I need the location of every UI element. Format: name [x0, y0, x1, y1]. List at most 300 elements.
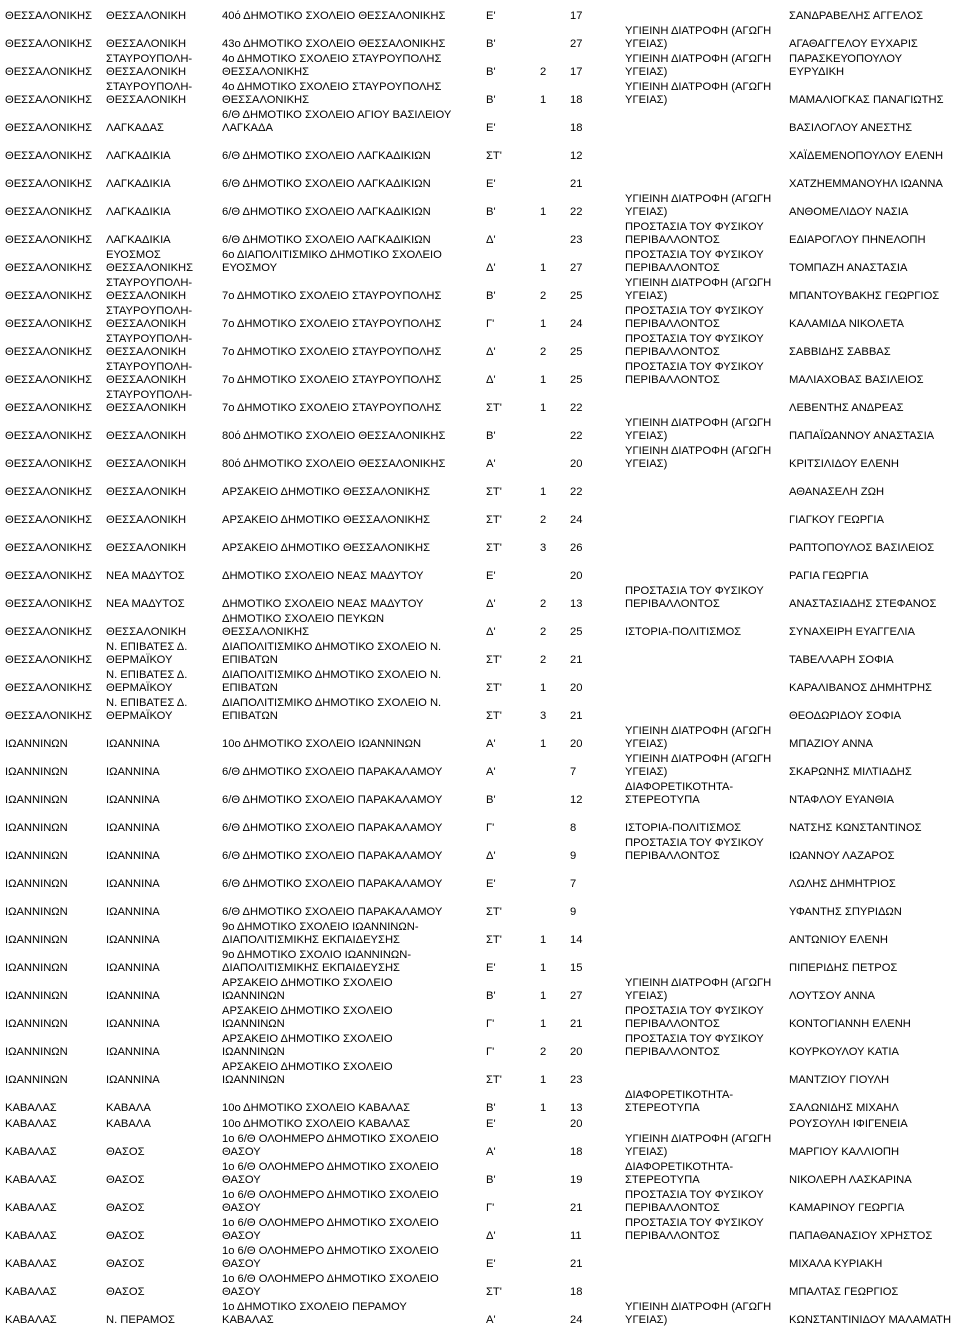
city-cell: ΘΕΣΣΑΛΟΝΙΚΗ: [106, 626, 187, 639]
class-cell: Α': [486, 1146, 496, 1159]
city-cell: ΣΤΑΥΡΟΥΠΟΛΗ- ΘΕΣΣΑΛΟΝΙΚΗ: [106, 52, 193, 79]
section-cell: 1: [540, 738, 547, 751]
school-cell: 80ό ΔΗΜΟΤΙΚΟ ΣΧΟΛΕΙΟ ΘΕΣΣΑΛΟΝΙΚΗΣ: [222, 430, 446, 443]
class-cell: Γ': [486, 318, 495, 331]
class-cell: Β': [486, 38, 496, 51]
table-row: [0, 782, 960, 810]
class-cell: Β': [486, 206, 496, 219]
section-cell: 1: [540, 374, 547, 387]
topic-cell: ΠΡΟΣΤΑΣΙΑ ΤΟΥ ΦΥΣΙΚΟΥ ΠΕΡΙΒΑΛΛΟΝΤΟΣ: [625, 1004, 764, 1031]
section-cell: 2: [540, 514, 547, 527]
teacher-cell: ΜΠΑΝΤΟΥΒΑΚΗΣ ΓΕΩΡΓΙΟΣ: [789, 290, 940, 303]
city-cell: ΝΕΑ ΜΑΔΥΤΟΣ: [106, 570, 185, 583]
students-cell: 21: [570, 1018, 583, 1031]
city-cell: ΘΕΣΣΑΛΟΝΙΚΗ: [106, 458, 187, 471]
class-cell: Β': [486, 794, 496, 807]
school-cell: ΑΡΣΑΚΕΙΟ ΔΗΜΟΤΙΚΟ ΣΧΟΛΕΙΟ ΙΩΑΝΝΙΝΩΝ: [222, 1004, 393, 1031]
school-cell: 6/Θ ΔΗΜΟΤΙΚΟ ΣΧΟΛΕΙΟ ΛΑΓΚΑΔΙΚΙΩΝ: [222, 234, 431, 247]
city-cell: ΙΩΑΝΝΙΝΑ: [106, 962, 160, 975]
teacher-cell: ΚΟΥΡΚΟΥΛΟΥ ΚΑΤΙΑ: [789, 1046, 899, 1059]
prefecture-cell: ΘΕΣΣΑΛΟΝΙΚΗΣ: [5, 206, 93, 219]
students-cell: 18: [570, 1146, 583, 1159]
teacher-cell: ΣΚΑΡΩΝΗΣ ΜΙΛΤΙΑΔΗΣ: [789, 766, 912, 779]
topic-cell: ΥΓΙΕΙΝΗ ΔΙΑΤΡΟΦΗ (ΑΓΩΓΗ ΥΓΕΙΑΣ): [625, 444, 772, 471]
city-cell: ΣΤΑΥΡΟΥΠΟΛΗ- ΘΕΣΣΑΛΟΝΙΚΗ: [106, 388, 193, 415]
teacher-cell: ΛΟΥΤΣΟΥ ΑΝΝΑ: [789, 990, 875, 1003]
topic-cell: ΠΡΟΣΤΑΣΙΑ ΤΟΥ ΦΥΣΙΚΟΥ ΠΕΡΙΒΑΛΛΟΝΤΟΣ: [625, 1188, 764, 1215]
class-cell: Γ': [486, 1046, 495, 1059]
topic-cell: ΥΓΙΕΙΝΗ ΔΙΑΤΡΟΦΗ (ΑΓΩΓΗ ΥΓΕΙΑΣ): [625, 24, 772, 51]
class-cell: ΣΤ': [486, 1286, 502, 1299]
topic-cell: ΠΡΟΣΤΑΣΙΑ ΤΟΥ ΦΥΣΙΚΟΥ ΠΕΡΙΒΑΛΛΟΝΤΟΣ: [625, 248, 764, 275]
class-cell: Γ': [486, 1202, 495, 1215]
table-row: [0, 1218, 960, 1246]
school-cell: ΔΗΜΟΤΙΚΟ ΣΧΟΛΕΙΟ ΝΕΑΣ ΜΑΔΥΤΟΥ: [222, 570, 424, 583]
prefecture-cell: ΙΩΑΝΝΙΝΩΝ: [5, 878, 68, 891]
section-cell: 2: [540, 66, 547, 79]
topic-cell: ΔΙΑΦΟΡΕΤΙΚΟΤΗΤΑ- ΣΤΕΡΕΟΤΥΠΑ: [625, 1088, 734, 1115]
prefecture-cell: ΚΑΒΑΛΑΣ: [5, 1202, 57, 1215]
class-cell: ΣΤ': [486, 542, 502, 555]
school-cell: 40ό ΔΗΜΟΤΙΚΟ ΣΧΟΛΕΙΟ ΘΕΣΣΑΛΟΝΙΚΗΣ: [222, 10, 446, 23]
prefecture-cell: ΙΩΑΝΝΙΝΩΝ: [5, 766, 68, 779]
school-cell: 4ο ΔΗΜΟΤΙΚΟ ΣΧΟΛΕΙΟ ΣΤΑΥΡΟΥΠΟΛΗΣ ΘΕΣΣΑΛΟΝΙΚΗΣ: [222, 80, 442, 107]
city-cell: ΙΩΑΝΝΙΝΑ: [106, 906, 160, 919]
school-cell: ΔΗΜΟΤΙΚΟ ΣΧΟΛΕΙΟ ΝΕΑΣ ΜΑΔΥΤΟΥ: [222, 598, 424, 611]
city-cell: ΚΑΒΑΛΑ: [106, 1118, 151, 1131]
school-cell: 1ο 6/Θ ΟΛΟΗΜΕΡΟ ΔΗΜΟΤΙΚΟ ΣΧΟΛΕΙΟ ΘΑΣΟΥ: [222, 1244, 439, 1271]
topic-cell: ΙΣΤΟΡΙΑ-ΠΟΛΙΤΙΣΜΟΣ: [625, 626, 742, 639]
teacher-cell: ΜΑΜΑΛΙΟΓΚΑΣ ΠΑΝΑΓΙΩΤΗΣ: [789, 94, 944, 107]
table-row: [0, 978, 960, 1006]
table-row: [0, 390, 960, 418]
students-cell: 20: [570, 458, 583, 471]
teacher-cell: ΚΑΛΑΜΙΔΑ ΝΙΚΟΛΕΤΑ: [789, 318, 904, 331]
students-cell: 9: [570, 906, 577, 919]
city-cell: ΙΩΑΝΝΙΝΑ: [106, 850, 160, 863]
students-cell: 25: [570, 374, 583, 387]
table-row: [0, 474, 960, 502]
teacher-cell: ΣΑΝΔΡΑΒΕΛΗΣ ΑΓΓΕΛΟΣ: [789, 10, 924, 23]
prefecture-cell: ΘΕΣΣΑΛΟΝΙΚΗΣ: [5, 514, 93, 527]
school-cell: 6/Θ ΔΗΜΟΤΙΚΟ ΣΧΟΛΕΙΟ ΠΑΡΑΚΑΛΑΜΟΥ: [222, 850, 443, 863]
school-cell: 80ό ΔΗΜΟΤΙΚΟ ΣΧΟΛΕΙΟ ΘΕΣΣΑΛΟΝΙΚΗΣ: [222, 458, 446, 471]
students-cell: 17: [570, 66, 583, 79]
city-cell: ΣΤΑΥΡΟΥΠΟΛΗ- ΘΕΣΣΑΛΟΝΙΚΗ: [106, 80, 193, 107]
school-cell: 1ο 6/Θ ΟΛΟΗΜΕΡΟ ΔΗΜΟΤΙΚΟ ΣΧΟΛΕΙΟ ΘΑΣΟΥ: [222, 1272, 439, 1299]
class-cell: ΣΤ': [486, 654, 502, 667]
city-cell: ΘΕΣΣΑΛΟΝΙΚΗ: [106, 38, 187, 51]
students-cell: 22: [570, 206, 583, 219]
city-cell: ΙΩΑΝΝΙΝΑ: [106, 794, 160, 807]
city-cell: ΘΑΣΟΣ: [106, 1146, 145, 1159]
class-cell: ΣΤ': [486, 514, 502, 527]
teacher-cell: ΣΥΝΑΧΕΙΡΗ ΕΥΑΓΓΕΛΙΑ: [789, 626, 915, 639]
teacher-cell: ΜΑΛΙΑΧΟΒΑΣ ΒΑΣΙΛΕΙΟΣ: [789, 374, 924, 387]
section-cell: 1: [540, 682, 547, 695]
table-row: [0, 502, 960, 530]
prefecture-cell: ΘΕΣΣΑΛΟΝΙΚΗΣ: [5, 122, 93, 135]
topic-cell: ΠΡΟΣΤΑΣΙΑ ΤΟΥ ΦΥΣΙΚΟΥ ΠΕΡΙΒΑΛΛΟΝΤΟΣ: [625, 1216, 764, 1243]
city-cell: ΘΕΣΣΑΛΟΝΙΚΗ: [106, 10, 187, 23]
section-cell: 2: [540, 598, 547, 611]
teacher-cell: ΑΝΑΣΤΑΣΙΑΔΗΣ ΣΤΕΦΑΝΟΣ: [789, 598, 937, 611]
city-cell: ΙΩΑΝΝΙΝΑ: [106, 1018, 160, 1031]
teacher-cell: ΚΑΜΑΡΙΝΟΥ ΓΕΩΡΓΙΑ: [789, 1202, 905, 1215]
prefecture-cell: ΚΑΒΑΛΑΣ: [5, 1174, 57, 1187]
city-cell: Ν. ΕΠΙΒΑΤΕΣ Δ. ΘΕΡΜΑΪΚΟΥ: [106, 668, 188, 695]
school-cell: 10ο ΔΗΜΟΤΙΚΟ ΣΧΟΛΕΙΟ ΚΑΒΑΛΑΣ: [222, 1118, 411, 1131]
students-cell: 21: [570, 1258, 583, 1271]
class-cell: Β': [486, 430, 496, 443]
prefecture-cell: ΚΑΒΑΛΑΣ: [5, 1102, 57, 1115]
students-cell: 27: [570, 262, 583, 275]
students-cell: 22: [570, 402, 583, 415]
city-cell: ΙΩΑΝΝΙΝΑ: [106, 822, 160, 835]
class-cell: Δ': [486, 262, 496, 275]
city-cell: ΙΩΑΝΝΙΝΑ: [106, 1074, 160, 1087]
students-cell: 24: [570, 318, 583, 331]
teacher-cell: ΝΤΑΦΛΟΥ ΕΥΑΝΘΙΑ: [789, 794, 894, 807]
topic-cell: ΥΓΙΕΙΝΗ ΔΙΑΤΡΟΦΗ (ΑΓΩΓΗ ΥΓΕΙΑΣ): [625, 976, 772, 1003]
city-cell: ΙΩΑΝΝΙΝΑ: [106, 990, 160, 1003]
class-cell: Β': [486, 990, 496, 1003]
class-cell: Β': [486, 290, 496, 303]
table-row: [0, 306, 960, 334]
city-cell: ΚΑΒΑΛΑ: [106, 1102, 151, 1115]
section-cell: 1: [540, 206, 547, 219]
prefecture-cell: ΘΕΣΣΑΛΟΝΙΚΗΣ: [5, 654, 93, 667]
class-cell: Δ': [486, 626, 496, 639]
class-cell: Α': [486, 738, 496, 751]
teacher-cell: ΜΠΑΖΙΟΥ ΑΝΝΑ: [789, 738, 873, 751]
table-row: [0, 1162, 960, 1190]
topic-cell: ΥΓΙΕΙΝΗ ΔΙΑΤΡΟΦΗ (ΑΓΩΓΗ ΥΓΕΙΑΣ): [625, 52, 772, 79]
students-cell: 23: [570, 234, 583, 247]
school-cell: 4ο ΔΗΜΟΤΙΚΟ ΣΧΟΛΕΙΟ ΣΤΑΥΡΟΥΠΟΛΗΣ ΘΕΣΣΑΛΟΝΙΚΗΣ: [222, 52, 442, 79]
school-cell: 10ο ΔΗΜΟΤΙΚΟ ΣΧΟΛΕΙΟ ΙΩΑΝΝΙΝΩΝ: [222, 738, 422, 751]
students-cell: 7: [570, 878, 577, 891]
prefecture-cell: ΙΩΑΝΝΙΝΩΝ: [5, 1018, 68, 1031]
teacher-cell: ΑΘΑΝΑΣΕΛΗ ΖΩΗ: [789, 486, 885, 499]
prefecture-cell: ΚΑΒΑΛΑΣ: [5, 1118, 57, 1131]
city-cell: ΘΑΣΟΣ: [106, 1286, 145, 1299]
teacher-cell: ΧΑΤΖΗΕΜΜΑΝΟΥΗΛ ΙΩΑΝΝΑ: [789, 178, 943, 191]
prefecture-cell: ΘΕΣΣΑΛΟΝΙΚΗΣ: [5, 374, 93, 387]
students-cell: 9: [570, 850, 577, 863]
topic-cell: ΠΡΟΣΤΑΣΙΑ ΤΟΥ ΦΥΣΙΚΟΥ ΠΕΡΙΒΑΛΛΟΝΤΟΣ: [625, 304, 764, 331]
section-cell: 1: [540, 1102, 547, 1115]
section-cell: 2: [540, 290, 547, 303]
prefecture-cell: ΙΩΑΝΝΙΝΩΝ: [5, 738, 68, 751]
school-cell: 6/Θ ΔΗΜΟΤΙΚΟ ΣΧΟΛΕΙΟ ΠΑΡΑΚΑΛΑΜΟΥ: [222, 878, 443, 891]
teacher-cell: ΠΙΠΕΡΙΔΗΣ ΠΕΤΡΟΣ: [789, 962, 898, 975]
teacher-cell: ΑΓΑΘΑΓΓΕΛΟΥ ΕΥΧΑΡΙΣ: [789, 38, 918, 51]
class-cell: Ε': [486, 1118, 496, 1131]
students-cell: 13: [570, 598, 583, 611]
prefecture-cell: ΙΩΑΝΝΙΝΩΝ: [5, 1074, 68, 1087]
class-cell: Δ': [486, 850, 496, 863]
teacher-cell: ΡΟΥΣΟΥΛΗ ΙΦΙΓΕΝΕΙΑ: [789, 1118, 908, 1131]
teacher-cell: ΓΙΑΓΚΟΥ ΓΕΩΡΓΙΑ: [789, 514, 884, 527]
section-cell: 2: [540, 654, 547, 667]
prefecture-cell: ΘΕΣΣΑΛΟΝΙΚΗΣ: [5, 10, 93, 23]
table-row: [0, 922, 960, 950]
school-cell: 7ο ΔΗΜΟΤΙΚΟ ΣΧΟΛΕΙΟ ΣΤΑΥΡΟΥΠΟΛΗΣ: [222, 318, 442, 331]
school-cell: 6/Θ ΔΗΜΟΤΙΚΟ ΣΧΟΛΕΙΟ ΠΑΡΑΚΑΛΑΜΟΥ: [222, 906, 443, 919]
school-cell: ΑΡΣΑΚΕΙΟ ΔΗΜΟΤΙΚΟ ΘΕΣΣΑΛΟΝΙΚΗΣ: [222, 514, 431, 527]
table-row: [0, 138, 960, 166]
teacher-cell: ΝΑΤΣΗΣ ΚΩΝΣΤΑΝΤΙΝΟΣ: [789, 822, 922, 835]
prefecture-cell: ΘΕΣΣΑΛΟΝΙΚΗΣ: [5, 458, 93, 471]
prefecture-cell: ΘΕΣΣΑΛΟΝΙΚΗΣ: [5, 38, 93, 51]
teacher-cell: ΠΑΠΑΪΩΑΝΝΟΥ ΑΝΑΣΤΑΣΙΑ: [789, 430, 935, 443]
topic-cell: ΔΙΑΦΟΡΕΤΙΚΟΤΗΤΑ- ΣΤΕΡΕΟΤΥΠΑ: [625, 780, 734, 807]
students-cell: 24: [570, 514, 583, 527]
students-cell: 26: [570, 542, 583, 555]
table-row: [0, 362, 960, 390]
teacher-cell: ΛΩΛΗΣ ΔΗΜΗΤΡΙΟΣ: [789, 878, 896, 891]
teacher-cell: ΜΑΝΤΖΙΟΥ ΓΙΟΥΛΗ: [789, 1074, 890, 1087]
students-cell: 21: [570, 710, 583, 723]
city-cell: ΘΕΣΣΑΛΟΝΙΚΗ: [106, 486, 187, 499]
city-cell: ΛΑΓΚΑΔΙΚΙΑ: [106, 234, 171, 247]
class-cell: Ε': [486, 962, 496, 975]
teacher-cell: ΒΑΣΙΛΟΓΛΟΥ ΑΝΕΣΤΗΣ: [789, 122, 913, 135]
table-row: [0, 810, 960, 838]
teacher-cell: ΚΟΝΤΟΓΙΑΝΝΗ ΕΛΕΝΗ: [789, 1018, 911, 1031]
students-cell: 21: [570, 1202, 583, 1215]
city-cell: ΝΕΑ ΜΑΔΥΤΟΣ: [106, 598, 185, 611]
teacher-cell: ΤΑΒΕΛΛΑΡΗ ΣΟΦΙΑ: [789, 654, 894, 667]
class-cell: Δ': [486, 1230, 496, 1243]
students-cell: 22: [570, 486, 583, 499]
table-row: [0, 110, 960, 138]
table-row: [0, 1302, 960, 1330]
city-cell: Ν. ΠΕΡΑΜΟΣ: [106, 1314, 175, 1327]
students-cell: 17: [570, 10, 583, 23]
class-cell: Γ': [486, 822, 495, 835]
prefecture-cell: ΘΕΣΣΑΛΟΝΙΚΗΣ: [5, 542, 93, 555]
school-cell: 1ο ΔΗΜΟΤΙΚΟ ΣΧΟΛΕΙΟ ΠΕΡΑΜΟΥ ΚΑΒΑΛΑΣ: [222, 1300, 407, 1327]
city-cell: ΘΑΣΟΣ: [106, 1230, 145, 1243]
prefecture-cell: ΙΩΑΝΝΙΝΩΝ: [5, 850, 68, 863]
teacher-cell: ΠΑΡΑΣΚΕΥΟΠΟΥΛΟΥ ΕΥΡΥΔΙΚΗ: [789, 52, 903, 79]
table-row: [0, 1090, 960, 1118]
topic-cell: ΥΓΙΕΙΝΗ ΔΙΑΤΡΟΦΗ (ΑΓΩΓΗ ΥΓΕΙΑΣ): [625, 80, 772, 107]
students-cell: 20: [570, 570, 583, 583]
school-cell: ΑΡΣΑΚΕΙΟ ΔΗΜΟΤΙΚΟ ΘΕΣΣΑΛΟΝΙΚΗΣ: [222, 542, 431, 555]
students-cell: 25: [570, 346, 583, 359]
school-cell: 6/Θ ΔΗΜΟΤΙΚΟ ΣΧΟΛΕΙΟ ΠΑΡΑΚΑΛΑΜΟΥ: [222, 766, 443, 779]
class-cell: ΣΤ': [486, 486, 502, 499]
students-cell: 15: [570, 962, 583, 975]
teacher-cell: ΛΕΒΕΝΤΗΣ ΑΝΔΡΕΑΣ: [789, 402, 904, 415]
prefecture-cell: ΙΩΑΝΝΙΝΩΝ: [5, 962, 68, 975]
class-cell: Α': [486, 458, 496, 471]
table-row: [0, 26, 960, 54]
section-cell: 1: [540, 962, 547, 975]
school-cell: ΑΡΣΑΚΕΙΟ ΔΗΜΟΤΙΚΟ ΣΧΟΛΕΙΟ ΙΩΑΝΝΙΝΩΝ: [222, 1032, 393, 1059]
city-cell: ΛΑΓΚΑΔΙΚΙΑ: [106, 150, 171, 163]
city-cell: ΣΤΑΥΡΟΥΠΟΛΗ- ΘΕΣΣΑΛΟΝΙΚΗ: [106, 332, 193, 359]
table-row: [0, 558, 960, 586]
prefecture-cell: ΙΩΑΝΝΙΝΩΝ: [5, 822, 68, 835]
school-cell: 43ο ΔΗΜΟΤΙΚΟ ΣΧΟΛΕΙΟ ΘΕΣΣΑΛΟΝΙΚΗΣ: [222, 38, 446, 51]
school-cell: 9ο ΔΗΜΟΤΙΚΟ ΣΧΟΛΙΟ ΙΩΑΝΝΙΝΩΝ- ΔΙΑΠΟΛΙΤΙΣΜΙΚΗΣ ΕΚΠΑΙΔΕΥΣΗΣ: [222, 948, 412, 975]
prefecture-cell: ΚΑΒΑΛΑΣ: [5, 1258, 57, 1271]
section-cell: 1: [540, 402, 547, 415]
city-cell: ΙΩΑΝΝΙΝΑ: [106, 766, 160, 779]
school-cell: 6/Θ ΔΗΜΟΤΙΚΟ ΣΧΟΛΕΙΟ ΠΑΡΑΚΑΛΑΜΟΥ: [222, 822, 443, 835]
school-cell: 9ο ΔΗΜΟΤΙΚΟ ΣΧΟΛΕΙΟ ΙΩΑΝΝΙΝΩΝ- ΔΙΑΠΟΛΙΤΙΣΜΙΚΗΣ ΕΚΠΑΙΔΕΥΣΗΣ: [222, 920, 419, 947]
topic-cell: ΥΓΙΕΙΝΗ ΔΙΑΤΡΟΦΗ (ΑΓΩΓΗ ΥΓΕΙΑΣ): [625, 724, 772, 751]
teacher-cell: ΑΝΤΩΝΙΟΥ ΕΛΕΝΗ: [789, 934, 888, 947]
school-cell: 1ο 6/Θ ΟΛΟΗΜΕΡΟ ΔΗΜΟΤΙΚΟ ΣΧΟΛΕΙΟ ΘΑΣΟΥ: [222, 1132, 439, 1159]
topic-cell: ΥΓΙΕΙΝΗ ΔΙΑΤΡΟΦΗ (ΑΓΩΓΗ ΥΓΕΙΑΣ): [625, 1300, 772, 1327]
prefecture-cell: ΙΩΑΝΝΙΝΩΝ: [5, 794, 68, 807]
teacher-cell: ΠΑΠΑΘΑΝΑΣΙΟΥ ΧΡΗΣΤΟΣ: [789, 1230, 933, 1243]
city-cell: ΙΩΑΝΝΙΝΑ: [106, 738, 160, 751]
topic-cell: ΠΡΟΣΤΑΣΙΑ ΤΟΥ ΦΥΣΙΚΟΥ ΠΕΡΙΒΑΛΛΟΝΤΟΣ: [625, 332, 764, 359]
teacher-cell: ΤΟΜΠΑΖΗ ΑΝΑΣΤΑΣΙΑ: [789, 262, 908, 275]
section-cell: 1: [540, 1018, 547, 1031]
table-row: [0, 1118, 960, 1134]
school-cell: ΑΡΣΑΚΕΙΟ ΔΗΜΟΤΙΚΟ ΣΧΟΛΕΙΟ ΙΩΑΝΝΙΝΩΝ: [222, 1060, 393, 1087]
table-row: [0, 530, 960, 558]
prefecture-cell: ΘΕΣΣΑΛΟΝΙΚΗΣ: [5, 290, 93, 303]
students-cell: 19: [570, 1174, 583, 1187]
prefecture-cell: ΘΕΣΣΑΛΟΝΙΚΗΣ: [5, 626, 93, 639]
teacher-cell: ΝΙΚΟΛΕΡΗ ΛΑΣΚΑΡΙΝΑ: [789, 1174, 912, 1187]
class-cell: ΣΤ': [486, 682, 502, 695]
teacher-cell: ΜΑΡΓΙΟΥ ΚΑΛΛΙΟΠΗ: [789, 1146, 900, 1159]
students-cell: 7: [570, 766, 577, 779]
class-cell: Ε': [486, 122, 496, 135]
city-cell: ΣΤΑΥΡΟΥΠΟΛΗ- ΘΕΣΣΑΛΟΝΙΚΗ: [106, 304, 193, 331]
prefecture-cell: ΘΕΣΣΑΛΟΝΙΚΗΣ: [5, 402, 93, 415]
teacher-cell: ΜΙΧΑΛΑ ΚΥΡΙΑΚΗ: [789, 1258, 883, 1271]
school-cell: ΔΙΑΠΟΛΙΤΙΣΜΙΚΟ ΔΗΜΟΤΙΚΟ ΣΧΟΛΕΙΟ Ν. ΕΠΙΒΑΤΩΝ: [222, 668, 442, 695]
table-row: [0, 1134, 960, 1162]
topic-cell: ΠΡΟΣΤΑΣΙΑ ΤΟΥ ΦΥΣΙΚΟΥ ΠΕΡΙΒΑΛΛΟΝΤΟΣ: [625, 360, 764, 387]
section-cell: 1: [540, 486, 547, 499]
class-cell: Δ': [486, 374, 496, 387]
table-row: [0, 1274, 960, 1302]
teacher-cell: ΣΑΛΩΝΙΔΗΣ ΜΙΧΑΗΛ: [789, 1102, 899, 1115]
city-cell: ΘΕΣΣΑΛΟΝΙΚΗ: [106, 542, 187, 555]
class-cell: Γ': [486, 1018, 495, 1031]
table-row: [0, 334, 960, 362]
prefecture-cell: ΘΕΣΣΑΛΟΝΙΚΗΣ: [5, 234, 93, 247]
table-row: [0, 222, 960, 250]
teacher-cell: ΣΑΒΒΙΔΗΣ ΣΑΒΒΑΣ: [789, 346, 891, 359]
school-cell: 6/Θ ΔΗΜΟΤΙΚΟ ΣΧΟΛΕΙΟ ΑΓΙΟΥ ΒΑΣΙΛΕΙΟΥ ΛΑΓΚΑΔΑ: [222, 108, 452, 135]
prefecture-cell: ΘΕΣΣΑΛΟΝΙΚΗΣ: [5, 710, 93, 723]
school-cell: 6/Θ ΔΗΜΟΤΙΚΟ ΣΧΟΛΕΙΟ ΛΑΓΚΑΔΙΚΙΩΝ: [222, 178, 431, 191]
city-cell: ΛΑΓΚΑΔΙΚΙΑ: [106, 206, 171, 219]
table-row: [0, 278, 960, 306]
class-cell: Δ': [486, 598, 496, 611]
class-cell: ΣΤ': [486, 150, 502, 163]
students-cell: 27: [570, 990, 583, 1003]
city-cell: ΕΥΟΣΜΟΣ ΘΕΣΣΑΛΟΝΙΚΗΣ: [106, 248, 194, 275]
city-cell: ΘΕΣΣΑΛΟΝΙΚΗ: [106, 514, 187, 527]
prefecture-cell: ΚΑΒΑΛΑΣ: [5, 1286, 57, 1299]
schools-table: [0, 6, 960, 1330]
school-cell: ΔΙΑΠΟΛΙΤΙΣΜΙΚΟ ΔΗΜΟΤΙΚΟ ΣΧΟΛΕΙΟ Ν. ΕΠΙΒΑΤΩΝ: [222, 640, 442, 667]
table-row: [0, 1246, 960, 1274]
class-cell: Δ': [486, 346, 496, 359]
teacher-cell: ΕΔΙΑΡΟΓΛΟΥ ΠΗΝΕΛΟΠΗ: [789, 234, 926, 247]
table-row: [0, 1034, 960, 1062]
students-cell: 20: [570, 682, 583, 695]
class-cell: Α': [486, 766, 496, 779]
prefecture-cell: ΘΕΣΣΑΛΟΝΙΚΗΣ: [5, 318, 93, 331]
school-cell: 1ο 6/Θ ΟΛΟΗΜΕΡΟ ΔΗΜΟΤΙΚΟ ΣΧΟΛΕΙΟ ΘΑΣΟΥ: [222, 1216, 439, 1243]
table-row: [0, 614, 960, 642]
table-row: [0, 82, 960, 110]
prefecture-cell: ΘΕΣΣΑΛΟΝΙΚΗΣ: [5, 150, 93, 163]
class-cell: ΣΤ': [486, 710, 502, 723]
students-cell: 27: [570, 38, 583, 51]
city-cell: ΘΑΣΟΣ: [106, 1258, 145, 1271]
school-cell: 6/Θ ΔΗΜΟΤΙΚΟ ΣΧΟΛΕΙΟ ΠΑΡΑΚΑΛΑΜΟΥ: [222, 794, 443, 807]
topic-cell: ΠΡΟΣΤΑΣΙΑ ΤΟΥ ΦΥΣΙΚΟΥ ΠΕΡΙΒΑΛΛΟΝΤΟΣ: [625, 584, 764, 611]
teacher-cell: ΥΦΑΝΤΗΣ ΣΠΥΡΙΔΩΝ: [789, 906, 902, 919]
section-cell: 1: [540, 990, 547, 1003]
section-cell: 1: [540, 934, 547, 947]
section-cell: 3: [540, 710, 547, 723]
city-cell: ΙΩΑΝΝΙΝΑ: [106, 1046, 160, 1059]
students-cell: 20: [570, 1046, 583, 1059]
school-cell: 10ο ΔΗΜΟΤΙΚΟ ΣΧΟΛΕΙΟ ΚΑΒΑΛΑΣ: [222, 1102, 411, 1115]
class-cell: Ε': [486, 178, 496, 191]
prefecture-cell: ΘΕΣΣΑΛΟΝΙΚΗΣ: [5, 94, 93, 107]
topic-cell: ΥΓΙΕΙΝΗ ΔΙΑΤΡΟΦΗ (ΑΓΩΓΗ ΥΓΕΙΑΣ): [625, 192, 772, 219]
school-cell: ΑΡΣΑΚΕΙΟ ΔΗΜΟΤΙΚΟ ΘΕΣΣΑΛΟΝΙΚΗΣ: [222, 486, 431, 499]
class-cell: ΣΤ': [486, 906, 502, 919]
section-cell: 3: [540, 542, 547, 555]
class-cell: ΣΤ': [486, 1074, 502, 1087]
table-row: [0, 1062, 960, 1090]
school-cell: 6ο ΔΙΑΠΟΛΙΤΙΣΜΙΚΟ ΔΗΜΟΤΙΚΟ ΣΧΟΛΕΙΟ ΕΥΟΣΜΟΥ: [222, 248, 442, 275]
school-cell: 7ο ΔΗΜΟΤΙΚΟ ΣΧΟΛΕΙΟ ΣΤΑΥΡΟΥΠΟΛΗΣ: [222, 374, 442, 387]
table-row: [0, 866, 960, 894]
students-cell: 12: [570, 150, 583, 163]
students-cell: 24: [570, 1314, 583, 1327]
teacher-cell: ΑΝΘΟΜΕΛΙΔΟΥ ΝΑΣΙΑ: [789, 206, 909, 219]
city-cell: ΘΕΣΣΑΛΟΝΙΚΗ: [106, 430, 187, 443]
city-cell: ΣΤΑΥΡΟΥΠΟΛΗ- ΘΕΣΣΑΛΟΝΙΚΗ: [106, 276, 193, 303]
topic-cell: ΠΡΟΣΤΑΣΙΑ ΤΟΥ ΦΥΣΙΚΟΥ ΠΕΡΙΒΑΛΛΟΝΤΟΣ: [625, 836, 764, 863]
section-cell: 1: [540, 262, 547, 275]
table-row: [0, 6, 960, 26]
table-row: [0, 894, 960, 922]
table-row: [0, 950, 960, 978]
section-cell: 1: [540, 1074, 547, 1087]
class-cell: Ε': [486, 570, 496, 583]
prefecture-cell: ΘΕΣΣΑΛΟΝΙΚΗΣ: [5, 486, 93, 499]
topic-cell: ΥΓΙΕΙΝΗ ΔΙΑΤΡΟΦΗ (ΑΓΩΓΗ ΥΓΕΙΑΣ): [625, 752, 772, 779]
table-row: [0, 1190, 960, 1218]
teacher-cell: ΘΕΟΔΩΡΙΔΟΥ ΣΟΦΙΑ: [789, 710, 902, 723]
city-cell: ΛΑΓΚΑΔΑΣ: [106, 122, 164, 135]
class-cell: Ε': [486, 878, 496, 891]
prefecture-cell: ΘΕΣΣΑΛΟΝΙΚΗΣ: [5, 598, 93, 611]
teacher-cell: ΙΩΑΝΝΟΥ ΛΑΖΑΡΟΣ: [789, 850, 895, 863]
section-cell: 1: [540, 94, 547, 107]
